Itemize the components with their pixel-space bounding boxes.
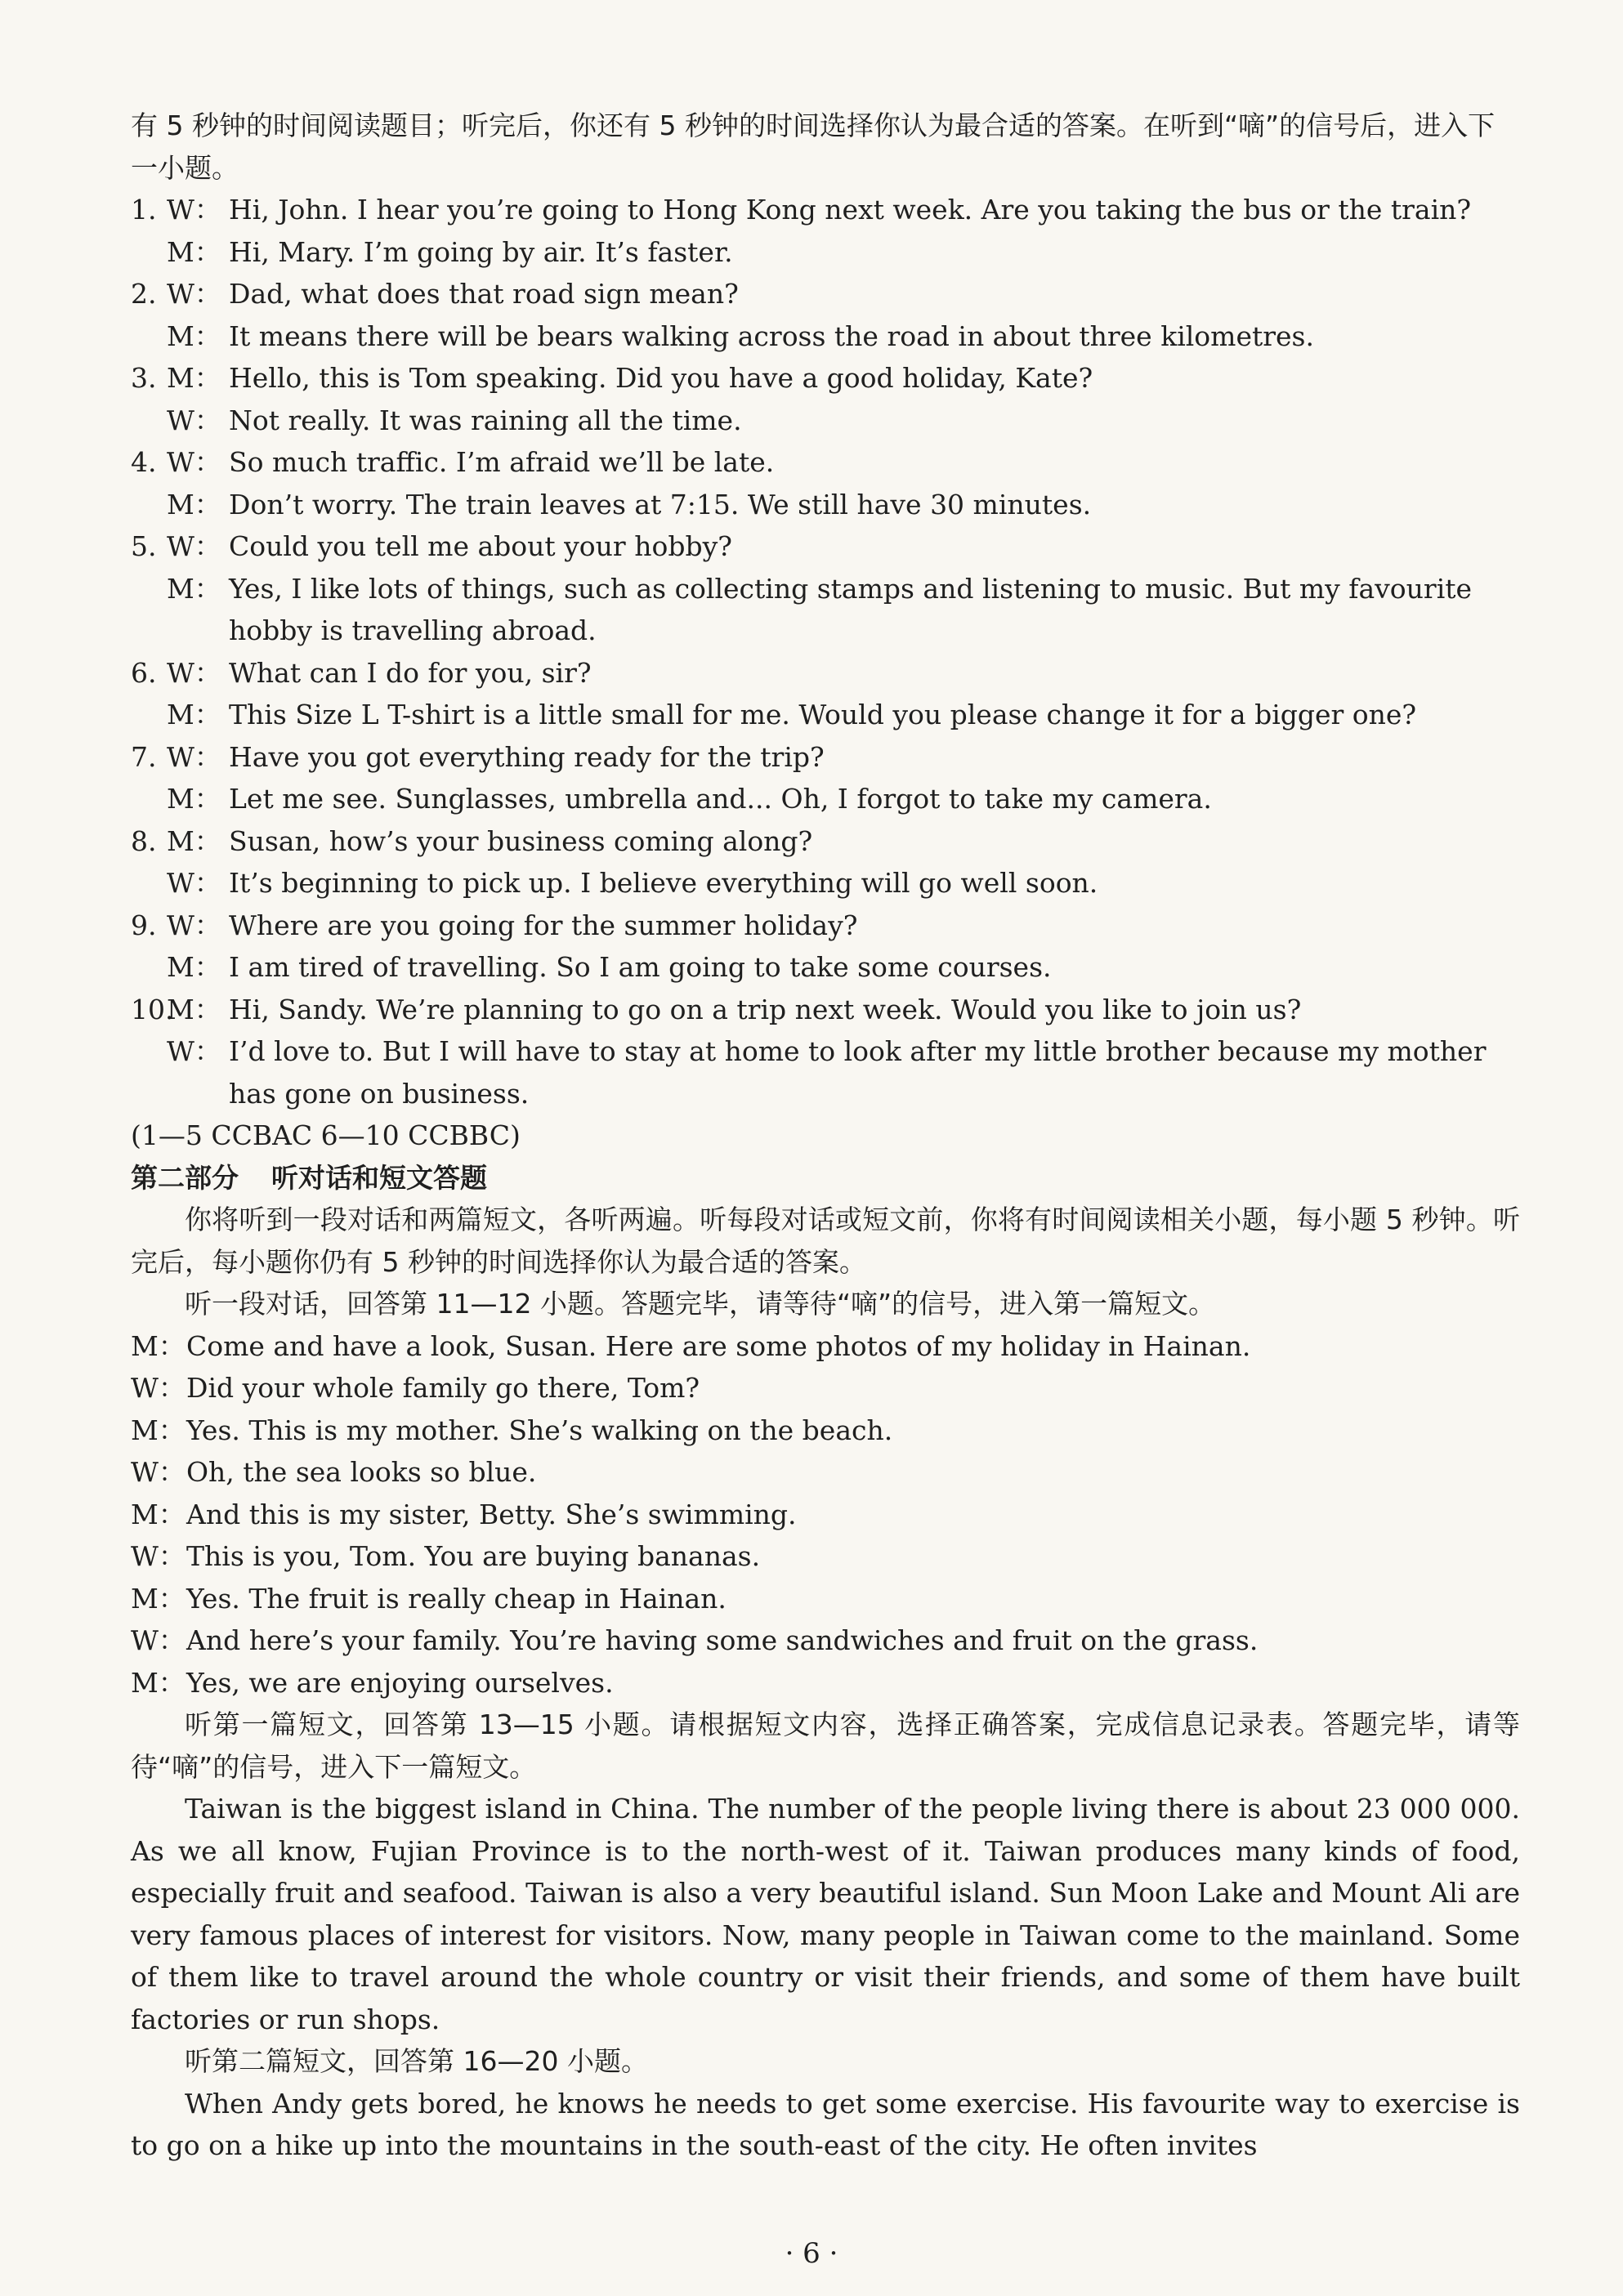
conversation-line: [131, 1662, 1520, 1704]
dialog-text: I’d love to. But I will have to stay at home to look after my little brother because my mother has gone on business.: [229, 1035, 1487, 1110]
dialog-text: What can I do for you, sir?: [229, 656, 592, 689]
part2-title-a: 第二部分: [131, 1161, 239, 1194]
question-number: 8.: [131, 824, 157, 857]
conversation-line: [131, 1494, 1520, 1536]
speaker-label: M：: [167, 488, 221, 520]
conversation-line: [131, 1535, 1520, 1578]
dialog-text: This is you, Tom. You are buying bananas.: [186, 1540, 761, 1572]
speaker-label: W：: [167, 404, 221, 436]
dialog-text: Where are you going for the summer holiday?: [229, 909, 858, 941]
dialog-line: [131, 484, 1520, 526]
dialog-line: [131, 820, 1520, 863]
speaker-label: M：: [167, 362, 221, 394]
passage1-intro: 听第一篇短文，回答第 13—15 小题。请根据短文内容，选择正确答案，完成信息记录表。答题完毕，请等待“嘀”的信号，进入下一篇短文。: [131, 1709, 1520, 1783]
dialog-text: Hello, this is Tom speaking. Did you have a good holiday, Kate?: [229, 362, 1093, 394]
question-number: 7.: [131, 740, 157, 773]
speaker-label: W：: [167, 656, 221, 689]
speaker-label: M：: [131, 1329, 186, 1362]
dialog-text: It’s beginning to pick up. I believe everything will go well soon.: [229, 867, 1098, 899]
dialog-line: [131, 231, 1520, 274]
question-number: 1.: [131, 194, 157, 226]
passage2-intro: 听第二篇短文，回答第 16—20 小题。: [185, 2045, 648, 2077]
speaker-label: W：: [131, 1624, 186, 1656]
dialog-line: [131, 905, 1520, 947]
speaker-label: M：: [167, 951, 221, 983]
speaker-label: M：: [167, 699, 221, 730]
conversation-line: [131, 1451, 1520, 1494]
speaker-label: W：: [167, 194, 221, 226]
dialog-line: [131, 315, 1520, 358]
speaker-label: M：: [131, 1582, 186, 1615]
conversation-line: [131, 1367, 1520, 1409]
dialog-line: [131, 357, 1520, 400]
question-number: 2.: [131, 278, 157, 310]
speaker-label: M：: [167, 993, 221, 1025]
dialog-text: Dad, what does that road sign mean?: [229, 278, 739, 310]
intro-tail: 有 5 秒钟的时间阅读题目；听完后，你还有 5 秒钟的时间选择你认为最合适的答案。在听到“嘀”的信号后，进入下一小题。: [131, 109, 1496, 184]
dialog-line: [131, 862, 1520, 905]
dialog-line: [131, 441, 1520, 484]
dialog-line: [131, 525, 1520, 568]
dialog-text: Let me see. Sunglasses, umbrella and... Oh, I forgot to take my camera.: [229, 783, 1212, 815]
speaker-label: W：: [131, 1540, 186, 1572]
speaker-label: M：: [167, 783, 221, 815]
part2-title-b: 听对话和短文答题: [271, 1161, 487, 1194]
dialog-line: [131, 946, 1520, 989]
question-number: 4.: [131, 446, 157, 478]
dialog-text: Yes, we are enjoying ourselves.: [186, 1666, 614, 1699]
speaker-label: M：: [167, 824, 221, 857]
speaker-label: W：: [167, 740, 221, 773]
speaker-label: M：: [131, 1498, 186, 1530]
part1-dialogs: [131, 189, 1520, 1114]
part2-instructions: 你将听到一段对话和两篇短文，各听两遍。听每段对话或短文前，你将有时间阅读相关小题，每小题 5 秒钟。听完后，每小题你仍有 5 秒钟的时间选择你认为最合适的答案。: [131, 1204, 1520, 1278]
speaker-label: W：: [167, 446, 221, 478]
dialog-text: Hi, John. I hear you’re going to Hong Kong next week. Are you taking the bus or the train?: [229, 194, 1472, 226]
part2-title: [131, 1157, 1520, 1199]
dialog-text: Hi, Sandy. We’re planning to go on a trip next week. Would you like to join us?: [229, 993, 1302, 1025]
dialog-text: And here’s your family. You’re having some sandwiches and fruit on the grass.: [186, 1624, 1259, 1656]
dialog-text: Not really. It was raining all the time.: [229, 404, 742, 436]
speaker-label: W：: [167, 530, 221, 562]
question-number: 10.: [131, 993, 174, 1025]
dialog-text: Could you tell me about your hobby?: [229, 530, 732, 562]
speaker-label: M：: [167, 319, 221, 352]
dialog-line: [131, 1030, 1520, 1114]
dialog-text: Yes. This is my mother. She’s walking on the beach.: [186, 1414, 893, 1446]
speaker-label: W：: [131, 1372, 186, 1404]
passage1-text: Taiwan is the biggest island in China. The number of the people living there is about 23 000 000. As we all know, Fujian Province is to the north-west of it. Taiwan produces many kinds of food, especially fruit and seafood. Taiwan is also a very beautiful island. Sun Moon Lake and Mount Ali are very famous places of interest for visitors. Now, many people in Taiwan come to the mainland. Some of them like to travel around the whole country or visit their friends, and some of them have built factories or run shops.: [131, 1793, 1520, 2035]
passage2-text: When Andy gets bored, he knows he needs to get some exercise. His favourite way to exercise is to go on a hike up into the mountains in the south-east of the city. He often invites: [131, 2087, 1520, 2161]
dialog-line: [131, 400, 1520, 442]
speaker-label: W：: [167, 867, 221, 899]
dialog-text: Have you got everything ready for the trip?: [229, 740, 825, 773]
dialog-text: It means there will be bears walking across the road in about three kilometres.: [229, 319, 1314, 352]
dialog-line: [131, 989, 1520, 1031]
speaker-label: W：: [167, 909, 221, 941]
part1-answers: (1—5 CCBAC 6—10 CCBBC): [131, 1119, 521, 1151]
dialog-text: This Size L T-shirt is a little small for me. Would you please change it for a bigger one?: [229, 699, 1417, 730]
dialog-line: [131, 189, 1520, 231]
speaker-label: M：: [131, 1666, 186, 1699]
dialog-line: [131, 778, 1520, 820]
speaker-label: W：: [167, 278, 221, 310]
dialog-text: I am tired of travelling. So I am going to take some courses.: [229, 951, 1052, 983]
dialog-line: [131, 273, 1520, 315]
conversation-line: [131, 1325, 1520, 1368]
dialog-line: [131, 568, 1520, 652]
speaker-label: M：: [131, 1414, 186, 1446]
conversation-line: [131, 1619, 1520, 1662]
conversation-line: [131, 1578, 1520, 1620]
dialog-text: Oh, the sea looks so blue.: [186, 1456, 537, 1488]
part2-dialog: [131, 1325, 1520, 1704]
dialog-text: Yes. The fruit is really cheap in Hainan.: [186, 1582, 727, 1615]
document-page: [131, 105, 1520, 2167]
question-number: 5.: [131, 530, 157, 562]
speaker-label: M：: [167, 235, 221, 268]
dialog-text: Yes, I like lots of things, such as collecting stamps and listening to music. But my favourite hobby is travelling abroad.: [229, 572, 1473, 646]
question-number: 9.: [131, 909, 157, 941]
question-number: 6.: [131, 656, 157, 689]
dialog-line: [131, 652, 1520, 695]
speaker-label: M：: [167, 572, 221, 605]
conversation-line: [131, 1409, 1520, 1452]
question-number: 3.: [131, 362, 157, 394]
speaker-label: W：: [131, 1456, 186, 1488]
dialog-text: Hi, Mary. I’m going by air. It’s faster.: [229, 235, 733, 268]
dialog-text: Did your whole family go there, Tom?: [186, 1372, 700, 1404]
dialog-intro: 听一段对话，回答第 11—12 小题。答题完毕，请等待“嘀”的信号，进入第一篇短文。: [185, 1288, 1216, 1320]
dialog-line: [131, 736, 1520, 779]
speaker-label: W：: [167, 1035, 221, 1067]
dialog-line: [131, 694, 1520, 736]
dialog-text: Don’t worry. The train leaves at 7:15. We still have 30 minutes.: [229, 488, 1092, 520]
dialog-text: And this is my sister, Betty. She’s swimming.: [186, 1498, 797, 1530]
dialog-text: Come and have a look, Susan. Here are some photos of my holiday in Hainan.: [186, 1329, 1251, 1362]
dialog-text: Susan, how’s your business coming along?: [229, 824, 813, 857]
page-number: · 6 ·: [785, 2237, 838, 2270]
dialog-text: So much traffic. I’m afraid we’ll be late.: [229, 446, 775, 478]
